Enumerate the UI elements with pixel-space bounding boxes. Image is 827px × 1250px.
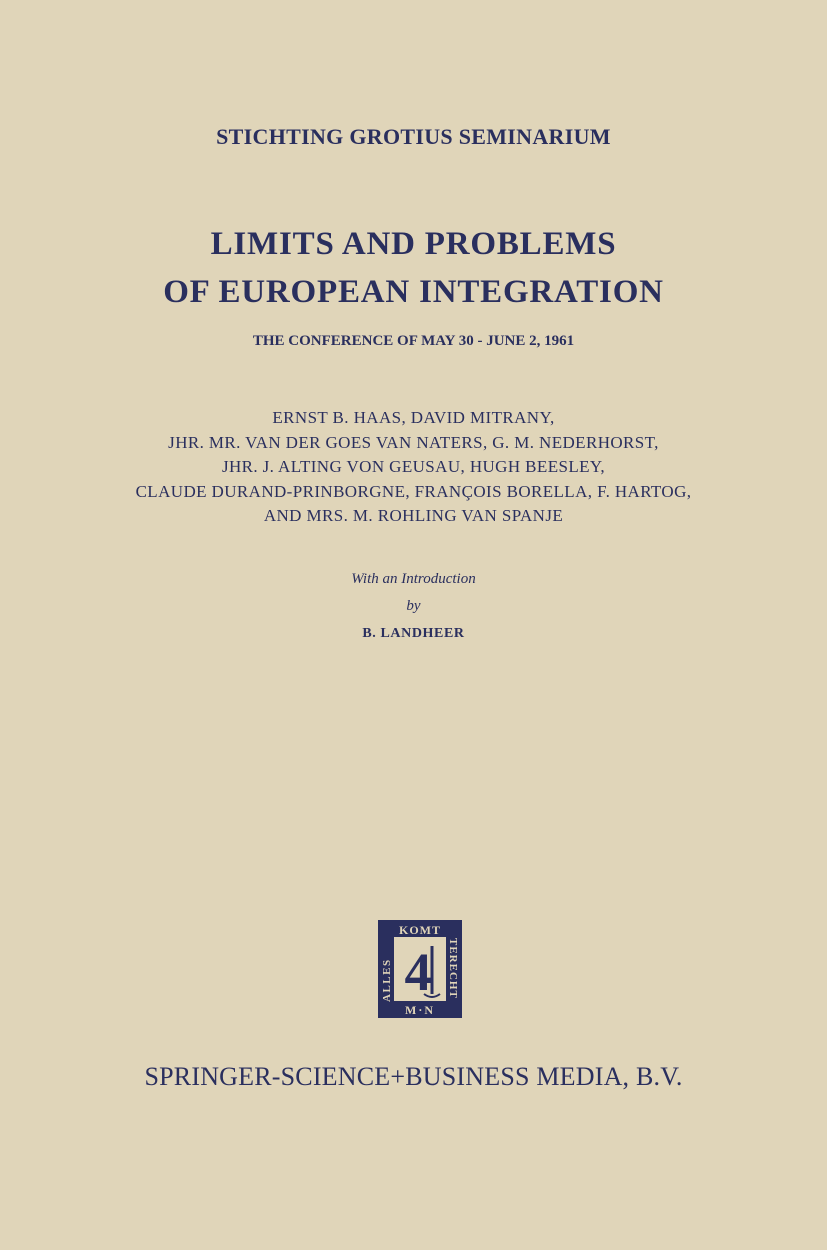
author-line: AND MRS. M. ROHLING VAN SPANJE — [263, 506, 564, 525]
series-title: STICHTING GROTIUS SEMINARIUM — [216, 124, 611, 149]
author-line: ERNST B. HAAS, DAVID MITRANY, — [272, 408, 555, 427]
introduction-author: B. LANDHEER — [362, 626, 465, 641]
conference-subtitle: THE CONFERENCE OF MAY 30 - JUNE 2, 1961 — [252, 333, 575, 349]
publisher-name: SPRINGER-SCIENCE+BUSINESS MEDIA, B.V. — [144, 1062, 683, 1091]
svg-text:KOMT: KOMT — [399, 923, 441, 937]
svg-text:M·N: M·N — [405, 1003, 435, 1017]
book-title-line-1: LIMITS AND PROBLEMS — [210, 226, 617, 262]
author-line: CLAUDE DURAND-PRINBORGNE, FRANÇOIS BORELLA, F. HARTOG, — [135, 481, 692, 501]
book-title-line-2: OF EUROPEAN INTEGRATION — [163, 274, 664, 310]
svg-text:ALLES: ALLES — [381, 958, 393, 1002]
authors-block — [0, 406, 827, 529]
svg-text:4: 4 — [404, 942, 432, 1002]
svg-text:TERECHT: TERECHT — [447, 938, 459, 999]
author-line: JHR. J. ALTING VON GEUSAU, HUGH BEESLEY, — [221, 457, 606, 476]
publisher-seal-icon — [378, 920, 462, 1018]
author-line: JHR. MR. VAN DER GOES VAN NATERS, G. M. NEDERHORST, — [168, 432, 659, 452]
introduction-by: by — [406, 598, 421, 614]
introduction-label: With an Introduction — [351, 571, 476, 587]
